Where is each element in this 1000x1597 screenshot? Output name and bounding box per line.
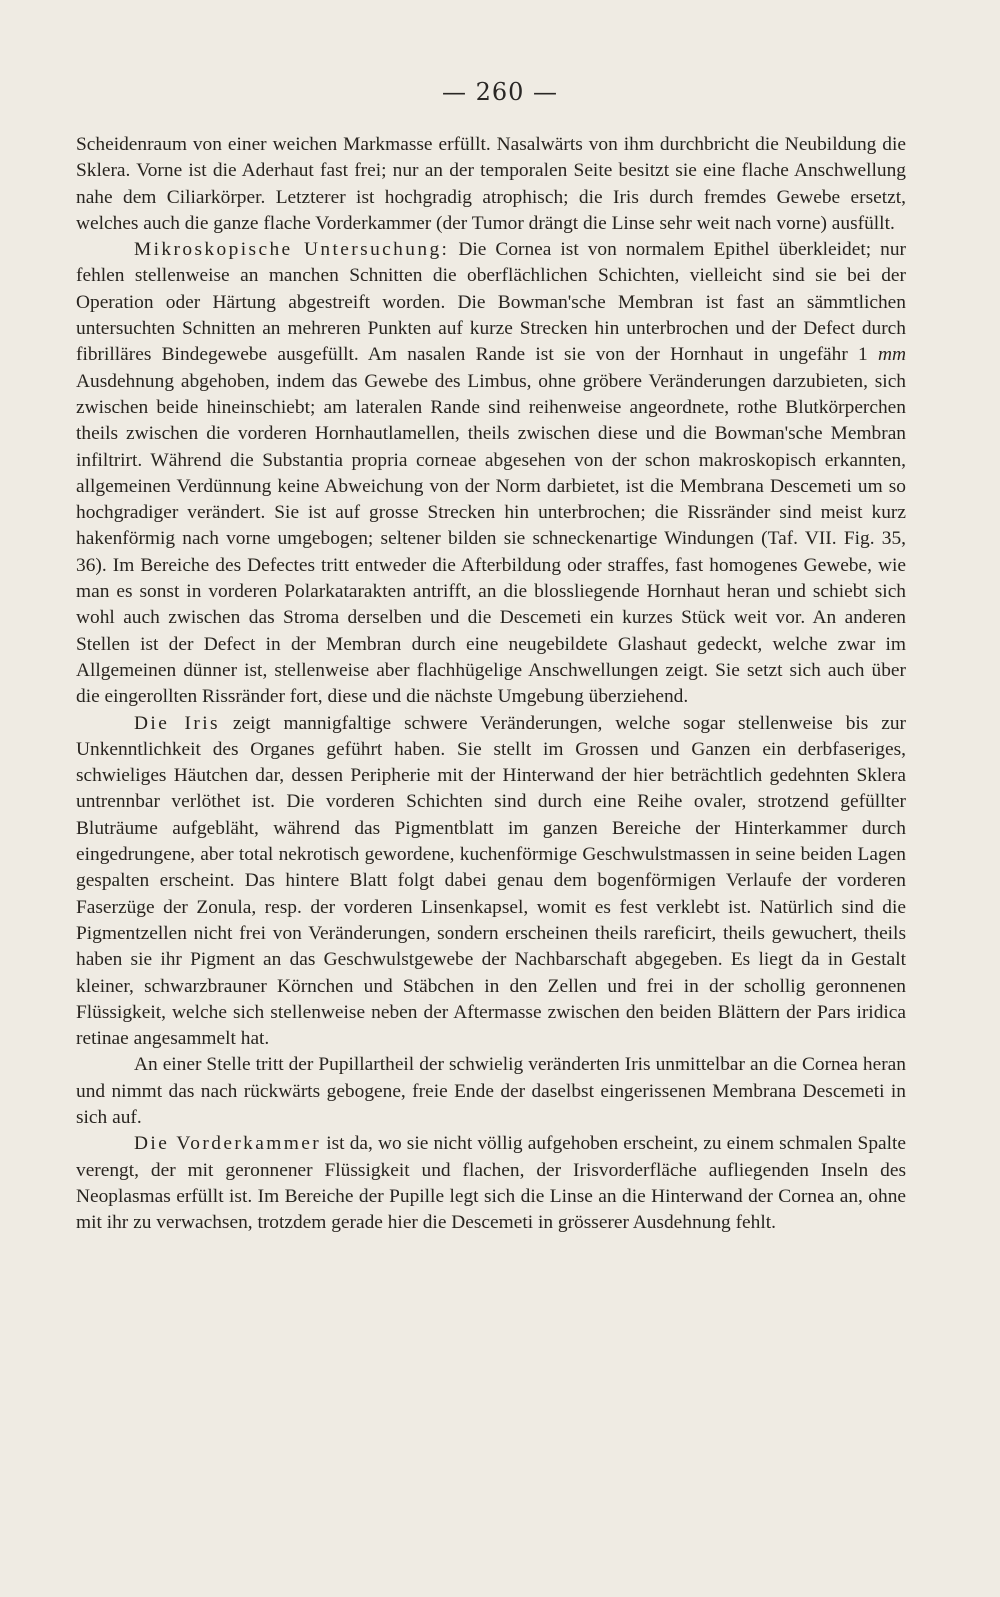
- paragraph-3-text: zeigt mannigfaltige schwere Veränderungen, welche sogar stellenweise bis zur Unkenntlichkeit des Organes geführt haben. Sie stellt im Grossen und Ganzen ein derbfaseriges, schwieliges Häutchen dar, dessen Peripherie mit der Hinterwand der hier beträchtlich gedehnten Sklera untrennbar verlöthet ist. Die vorderen Schichten sind durch eine Reihe ovaler, strotzend gefüllter Bluträume aufgebläht, während das Pigmentblatt im ganzen Bereiche der Hinterkammer durch eingedrungene, aber total nekrotisch gewordene, kuchenförmige Geschwulstmassen in seine beiden Lagen gespalten erscheint. Das hintere Blatt folgt dabei genau dem bogenförmigen Verlaufe der vorderen Faserzüge der Zonula, resp. der vorderen Linsenkapsel, womit es fest verklebt ist. Natürlich sind die Pigmentzellen nicht frei von Veränderungen, sondern erscheinen theils rareficirt, theils gewuchert, theils haben sie ihr Pigment an das Geschwulstgewebe der Nachbarschaft abgegeben. Es liegt da in Gestalt kleiner, schwarzbrauner Körnchen und Stäbchen in den Zellen und frei in der schollig geronnenen Flüssigkeit, welche sich stellenweise neben der Aftermasse zwischen den beiden Blättern der Pars iridica retinae angesammelt hat.: [76, 712, 906, 1050]
- paragraph-2: [76, 237, 906, 710]
- section-lead-mikroskopische-untersuchung: Mikroskopische Untersuchung:: [134, 239, 450, 261]
- body-text: [76, 132, 906, 1236]
- unit-mm: mm: [877, 344, 906, 366]
- paragraph-3: [76, 711, 906, 1053]
- section-lead-vorderkammer: Die Vorderkammer: [134, 1133, 322, 1155]
- paragraph-2-text-b: Ausdehnung abgehoben, indem das Gewebe des Limbus, ohne gröbere Veränderungen darzubieten, sich zwischen beide hineinschiebt; am lateralen Rande sind reihenweise angeordnete, rothe Blutkörperchen theils zwischen die vorderen Hornhautlamellen, theils zwischen diese und die Bowman'sche Membran infiltrirt. Während die Substantia propria corneae abgesehen von der schon makroskopisch erkannten, allgemeinen Verdünnung keine Abweichung von der Norm darbietet, ist die Membrana Descemeti um so hochgradiger verändert. Sie ist auf grosse Strecken hin unterbrochen; die Rissränder sind meist kurz hakenförmig nach vorne umgebogen; seltener bilden sie schneckenartige Windungen (Taf. VII. Fig. 35, 36). Im Bereiche des Defectes tritt entweder die Afterbildung oder straffes, fast homogenes Gewebe, wie man es sonst in vorderen Polarkatarakten antrifft, an die blossliegende Hornhaut heran und schiebt sich wohl auch zwischen das Stroma derselben und die Descemeti ein kurzes Stück weit vor. An anderen Stellen ist der Defect in der Membran durch eine neugebildete Glashaut gedeckt, welche zwar im Allgemeinen dünner ist, stellenweise aber flachhügelige Anschwellungen zeigt. Sie setzt sich auch über die eingerollten Rissränder fort, diese und die nächste Umgebung überziehend.: [76, 370, 906, 708]
- paragraph-5-text: ist da, wo sie nicht völlig aufgehoben erscheint, zu einem schmalen Spalte verengt, der mit geronnener Flüssigkeit und flachen, der Irisvorderfläche aufliegenden Inseln des Neoplasmas erfüllt ist. Im Bereiche der Pupille legt sich die Linse an die Hinterwand der Cornea an, ohne mit ihr zu verwachsen, trotzdem gerade hier die Descemeti in grösserer Ausdehnung fehlt.: [76, 1133, 907, 1234]
- paragraph-4-text: An einer Stelle tritt der Pupillartheil der schwielig veränderten Iris unmittelbar an die Cornea heran und nimmt das nach rückwärts gebogene, freie Ende der daselbst eingerissenen Membrana Descemeti in sich auf.: [76, 1054, 906, 1128]
- section-lead-iris: Die Iris: [134, 712, 220, 734]
- page-number: — 260 —: [441, 78, 559, 106]
- paragraph-2-text-a: Die Cornea ist von normalem Epithel überkleidet; nur fehlen stellenweise an manchen Schnitten die oberflächlichen Schichten, vielleicht sind sie bei der Operation oder Härtung abgestreift worden. Die Bowman'sche Membran ist fast an sämmtlichen untersuchten Schnitten an mehreren Punkten auf kurze Strecken hin unterbrochen und der Defect durch fibrilläres Bindegewebe ausgefüllt. Am nasalen Rande ist sie von der Hornhaut in ungefähr 1: [76, 239, 906, 366]
- paragraph-4: [76, 1052, 906, 1131]
- paragraph-1: [76, 132, 906, 237]
- paragraph-5: [76, 1131, 906, 1236]
- paragraph-1-text: Scheidenraum von einer weichen Markmasse erfüllt. Nasalwärts von ihm durchbricht die Neubildung die Sklera. Vorne ist die Aderhaut fast frei; nur an der temporalen Seite besitzt sie eine flache Anschwellung nahe dem Ciliarkörper. Letzterer ist hochgradig atrophisch; die Iris durch fremdes Gewebe ersetzt, welches auch die ganze flache Vorderkammer (der Tumor drängt die Linse sehr weit nach vorne) ausfüllt.: [76, 134, 906, 234]
